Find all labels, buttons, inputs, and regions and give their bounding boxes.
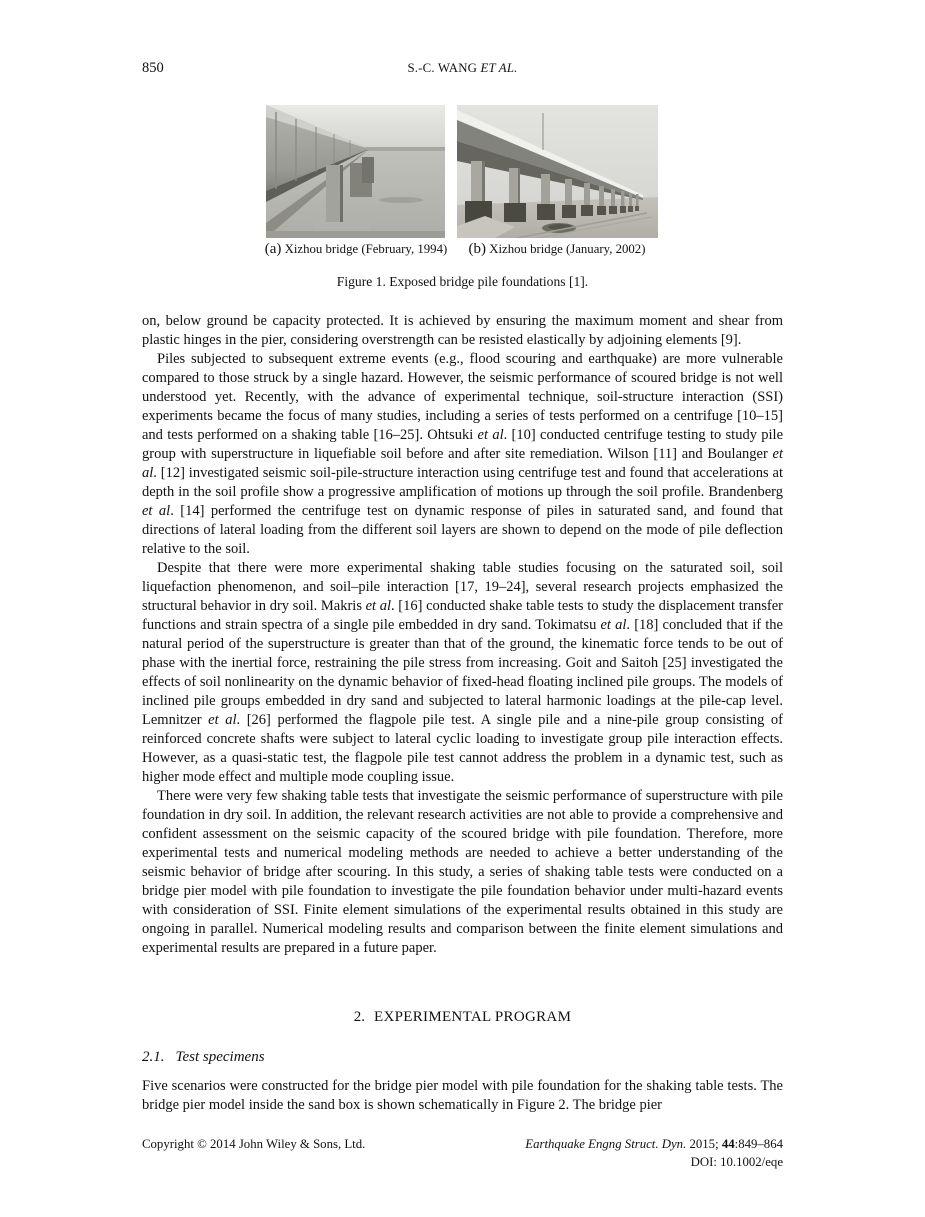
paragraph: on, below ground be capacity protected. It is achieved by ensuring the maximum moment and shear from plastic hinges in the pier, considering overstrength can be resisted elastically by adjoining elements [9]. bbox=[142, 313, 783, 348]
running-head: S.-C. WANG ET AL. bbox=[407, 61, 518, 75]
subcaption-b-text: Xizhou bridge (January, 2002) bbox=[489, 242, 646, 256]
bridge-photo-1994 bbox=[266, 105, 445, 238]
figure1-subcaption-a bbox=[246, 241, 466, 259]
subsection-number: 2.1. bbox=[142, 1049, 165, 1065]
paragraph: Despite that there were more experimental shaking table studies focusing on the saturated soil, soil liquefaction phenomenon, and soil–pile interaction [17, 19–24], several research projects emphasized the structural behavior in dry soil. Makris et al. [16] conducted shake table tests to study the displacement transfer functions and strain spectra of a single pile embedded in dry sand. Tokimatsu et al. [18] concluded that if the natural period of the superstructure is greater than that of the ground, the kinematic force tends to be out of phase with the inertial force, restraining the pile stress from increasing. Goit and Saitoh [25] investigated the effects of soil nonlinearity on the dynamic behavior of fixed-head floating inclined pile groups. The models of inclined pile groups embedded in dry sand and subjected to lateral harmonic loadings at the pile-cap level. Lemnitzer et al. [26] performed the flagpole pile test. A single pile and a nine-pile group consisting of reinforced concrete shafts were subject to lateral cyclic loading to investigate group pile interaction effects. However, as a quasi-static test, the flagpole pile test cannot address the problem in a dynamic test, such as higher mode effect and multiple mode coupling issue. bbox=[142, 560, 783, 785]
page-number: 850 bbox=[142, 60, 164, 76]
subsection-heading bbox=[142, 1049, 783, 1066]
journal-citation: Earthquake Engng Struct. Dyn. 2015; 44:849–864 bbox=[525, 1137, 783, 1151]
paragraph: Five scenarios were constructed for the bridge pier model with pile foundation for the shaking table tests. The bridge pier model inside the sand box is shown schematically in Figure 2. The bridge pier bbox=[142, 1078, 783, 1113]
paragraph: There were very few shaking table tests that investigate the seismic performance of superstructure with pile foundation in dry soil. In addition, the relevant research activities are not able to provide a comprehensive and confident assessment on the seismic capacity of the scoured bridge with pile foundation. Therefore, more experimental tests and numerical modeling methods are needed to achieve a better understanding of the seismic behavior of bridge after scouring. In this study, a series of shaking table tests were conducted on a bridge pier model with pile foundation to investigate the pile foundation behavior under multi-hazard events with consideration of SSI. Finite element simulations of the experimental results obtained in this study are ongoing in parallel. Numerical modeling results and comparison between the finite element simulations and experimental results are prepared in a future paper. bbox=[142, 788, 783, 956]
body-text bbox=[142, 312, 783, 958]
figure1-photo-a bbox=[266, 105, 445, 238]
copyright-line: Copyright © 2014 John Wiley & Sons, Ltd. bbox=[142, 1137, 366, 1151]
running-header bbox=[142, 60, 783, 78]
subsection-title: Test specimens bbox=[175, 1049, 265, 1065]
section-heading bbox=[142, 1009, 783, 1026]
bridge-photo-2002 bbox=[457, 105, 658, 238]
section-title: EXPERIMENTAL PROGRAM bbox=[374, 1009, 572, 1025]
figure1-photo-b bbox=[457, 105, 658, 238]
subcaption-a-text: Xizhou bridge (February, 1994) bbox=[284, 242, 448, 256]
section-paragraph-block bbox=[142, 1077, 783, 1115]
figure1-caption: Figure 1. Exposed bridge pile foundations [1]. bbox=[336, 274, 589, 289]
section-number: 2. bbox=[353, 1009, 366, 1025]
figure1-subcaption-b bbox=[447, 241, 667, 259]
subcaption-a-label: (a) bbox=[264, 241, 282, 257]
doi-line: DOI: 10.1002/eqe bbox=[690, 1155, 783, 1169]
paragraph: Piles subjected to subsequent extreme events (e.g., flood scouring and earthquake) are more vulnerable compared to those struck by a single hazard. However, the seismic performance of scoured bridge is not well understood yet. Recently, with the advance of experimental technique, soil-structure interaction (SSI) experiments became the focus of many studies, including a series of tests performed on a centrifuge [10–15] and tests performed on a shaking table [16–25]. Ohtsuki et al. [10] conducted centrifuge testing to study pile group with superstructure in liquefiable soil before and after site remediation. Wilson [11] and Boulanger et al. [12] investigated seismic soil-pile-structure interaction using centrifuge test and found that accelerations at depth in the soil profile show a progressive amplification of motions up through the soil profile. Brandenberg et al. [14] performed the centrifuge test on dynamic response of piles in saturated sand, and found that directions of lateral loading from the different soil layers are shown to depend on the mode of pile deflection relative to the soil. bbox=[142, 351, 784, 557]
subcaption-b-label: (b) bbox=[468, 241, 487, 257]
journal-reference bbox=[525, 1135, 783, 1171]
